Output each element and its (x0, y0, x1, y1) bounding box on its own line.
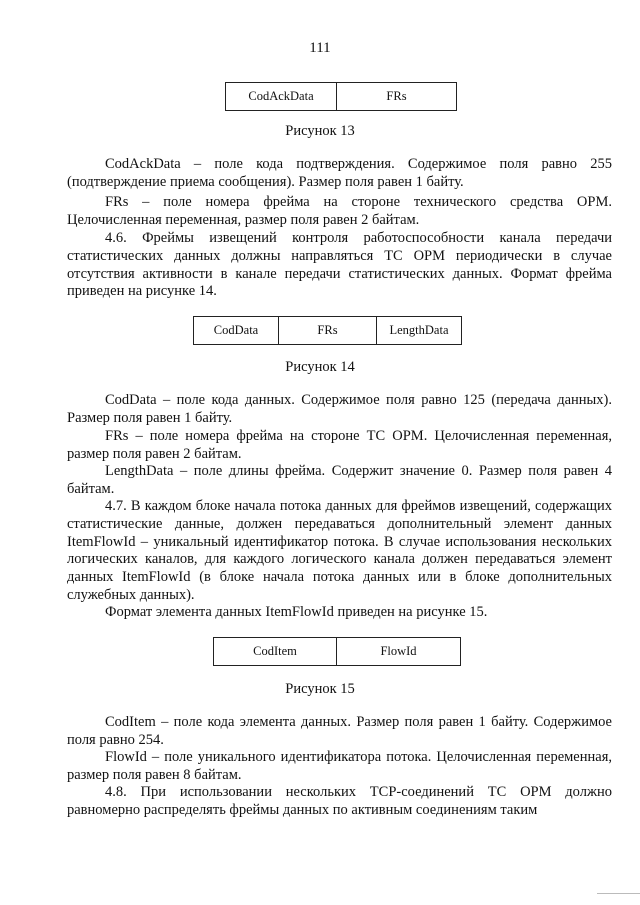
frame-format-table-15 (213, 637, 461, 666)
paragraph: FRs – поле номера фрейма на стороне ТС ОРМ. Целочисленная переменная, размер поля равен 2 байтам. (67, 428, 612, 462)
paragraph: CodItem – поле кода элемента данных. Размер поля равен 1 байту. Содержимое поля равно 254. (67, 714, 612, 748)
paragraph: Формат элемента данных ItemFlowId приведен на рисунке 15. (105, 604, 488, 620)
field-cell: CodAckData (226, 83, 337, 111)
paragraph: CodAckData – поле кода подтверждения. Содержимое поля равно 255 (подтверждение приема сообщения). Размер поля равен 1 байту. (67, 156, 612, 190)
field-cell: LengthData (377, 317, 462, 345)
paragraph: FlowId – поле уникального идентификатора потока. Целочисленная переменная, размер поля равен 8 байтам. (67, 749, 612, 783)
scan-edge-mark (597, 893, 640, 894)
paragraph: FRs – поле номера фрейма на стороне технического средства ОРМ. Целочисленная переменная, размер поля равен 2 байтам. (67, 194, 612, 228)
paragraph: CodData – поле кода данных. Содержимое поля равно 125 (передача данных). Размер поля равен 1 байту. (67, 392, 612, 426)
frame-format-table-14 (193, 316, 462, 345)
field-cell: FRs (279, 317, 377, 345)
figure-caption: Рисунок 14 (285, 359, 355, 375)
field-cell: CodItem (214, 638, 337, 666)
page-number: 111 (309, 40, 331, 56)
paragraph: 4.7. В каждом блоке начала потока данных для фреймов извещений, содержащих статистические данные, должен передаваться дополнительный элемент данных ItemFlowId – уникальный идентификатор потока. В случае использования нескольких логических каналов, для каждого логического канала должен передаваться элемент данных ItemFlowId (в блоке начала потока данных или в блоке дополнительных служебных данных). (67, 498, 612, 603)
field-cell: FRs (337, 83, 457, 111)
figure-caption: Рисунок 13 (285, 123, 355, 139)
paragraph: LengthData – поле длины фрейма. Содержит значение 0. Размер поля равен 4 байтам. (67, 463, 612, 497)
figure-caption: Рисунок 15 (285, 681, 355, 697)
frame-format-table-13 (225, 82, 457, 111)
field-cell: FlowId (337, 638, 461, 666)
paragraph: 4.6. Фреймы извещений контроля работоспособности канала передачи статистических данных должны направляться ТС ОРМ периодически в случае отсутствия активности в канале передачи статистических данных. Формат фрейма приведен на рисунке 14. (67, 230, 612, 300)
field-cell: CodData (194, 317, 279, 345)
paragraph: 4.8. При использовании нескольких TCP-соединений ТС ОРМ должно равномерно распределять фреймы данных по активным соединениям таким (67, 784, 612, 818)
